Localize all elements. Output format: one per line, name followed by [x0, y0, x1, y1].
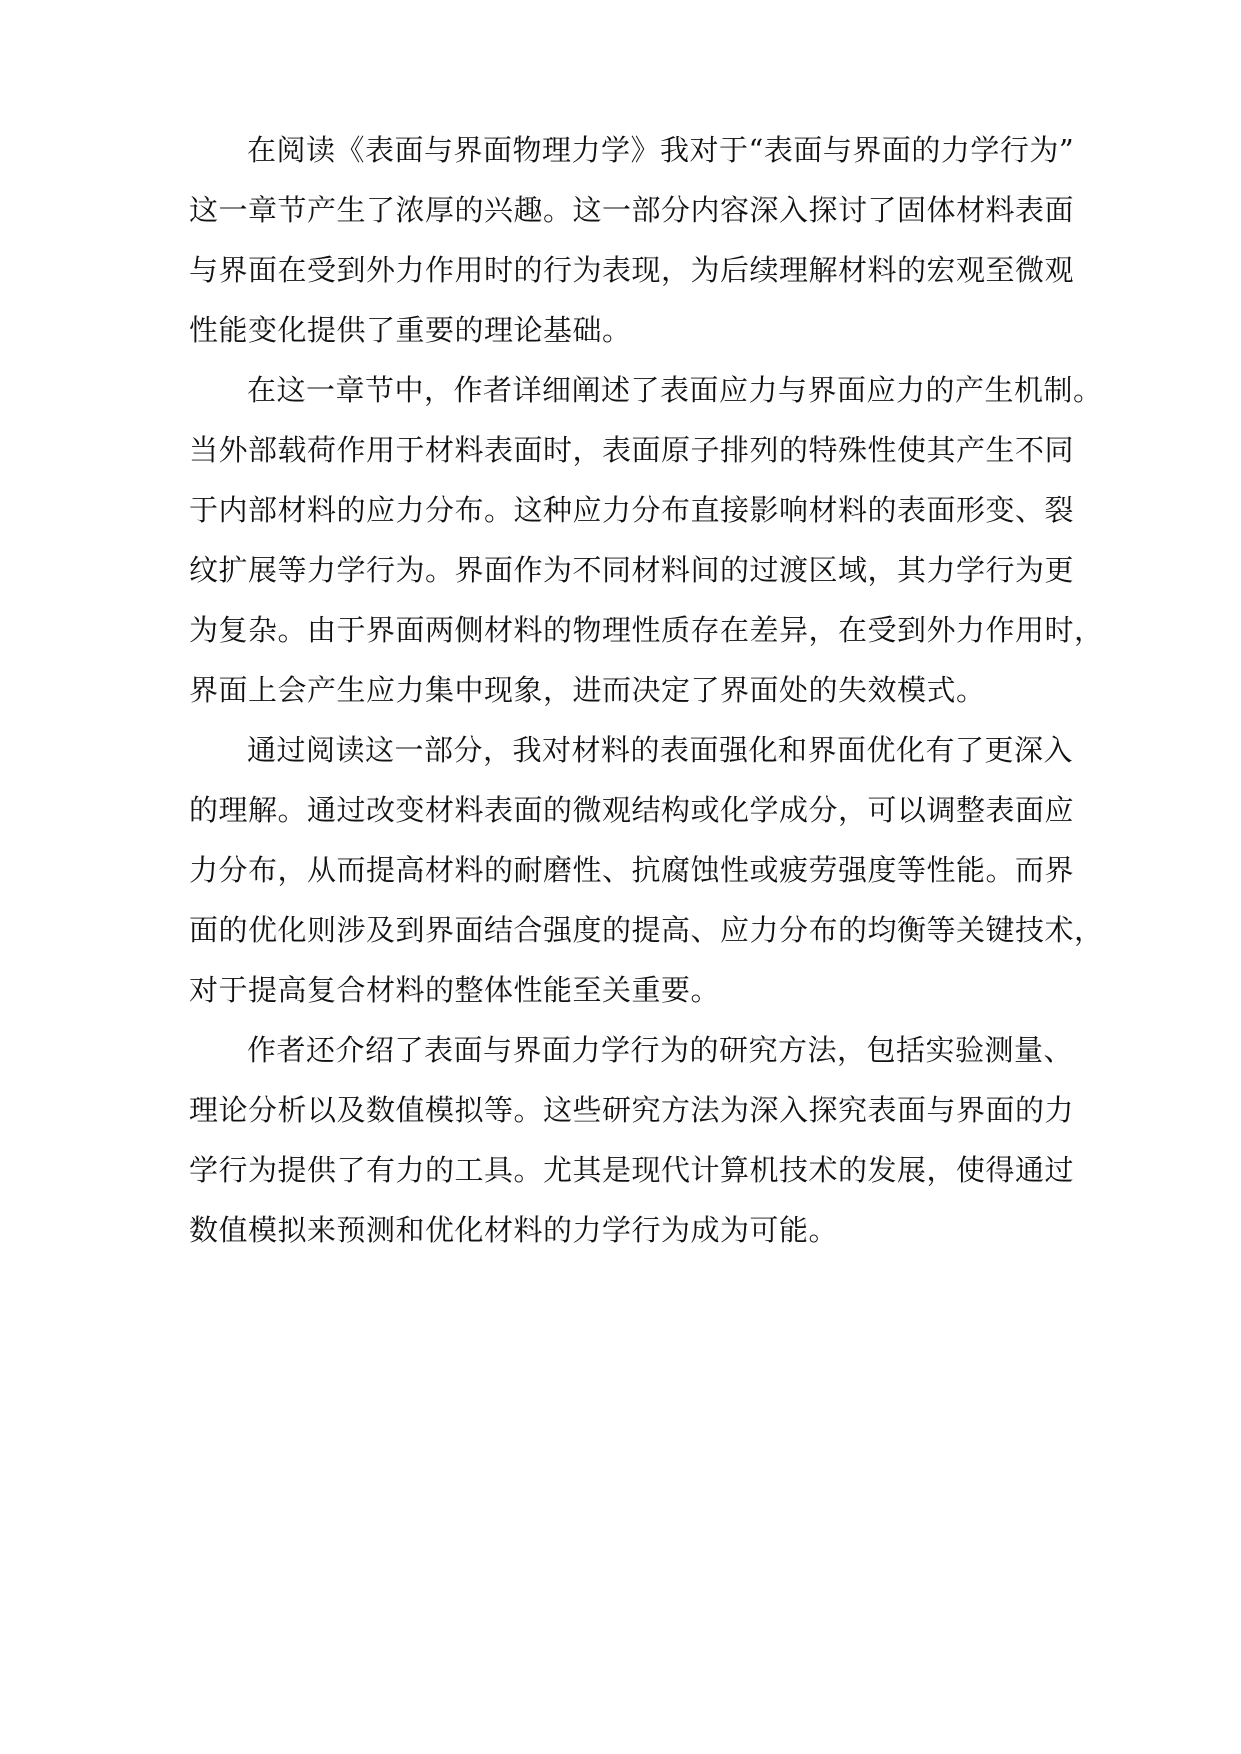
- text-line: 数值模拟来预测和优化材料的力学行为成为可能。: [189, 1213, 839, 1247]
- text-line: 为复杂。由于界面两侧材料的物理性质存在差异，在受到外力作用时，: [189, 613, 1104, 647]
- paragraph-1: [189, 120, 1075, 360]
- text-line: 在阅读《表面与界面物理力学》我对于“表面与界面的力学行为”: [247, 133, 1075, 167]
- text-line: 纹扩展等力学行为。界面作为不同材料间的过渡区域，其力学行为更: [189, 553, 1075, 587]
- paragraph-4: [189, 1020, 1075, 1260]
- text-line: 理论分析以及数值模拟等。这些研究方法为深入探究表面与界面的力: [189, 1093, 1075, 1127]
- text-line: 当外部载荷作用于材料表面时，表面原子排列的特殊性使其产生不同: [189, 433, 1075, 467]
- document-body: [189, 120, 1104, 1260]
- text-line: 性能变化提供了重要的理论基础。: [189, 313, 632, 347]
- text-line: 作者还介绍了表面与界面力学行为的研究方法，包括实验测量、: [247, 1033, 1074, 1067]
- text-line: 于内部材料的应力分布。这种应力分布直接影响材料的表面形变、裂: [189, 493, 1075, 527]
- text-line: 学行为提供了有力的工具。尤其是现代计算机技术的发展，使得通过: [189, 1153, 1075, 1187]
- text-line: 与界面在受到外力作用时的行为表现，为后续理解材料的宏观至微观: [189, 253, 1075, 287]
- text-line: 这一章节产生了浓厚的兴趣。这一部分内容深入探讨了固体材料表面: [189, 193, 1075, 227]
- paragraph-2: [189, 360, 1104, 720]
- text-line: 的理解。通过改变材料表面的微观结构或化学成分，可以调整表面应: [189, 793, 1075, 827]
- paragraph-3: [189, 720, 1104, 1020]
- text-line: 对于提高复合材料的整体性能至关重要。: [189, 973, 721, 1007]
- text-line: 在这一章节中，作者详细阐述了表面应力与界面应力的产生机制。: [247, 373, 1103, 407]
- text-line: 力分布，从而提高材料的耐磨性、抗腐蚀性或疲劳强度等性能。而界: [189, 853, 1075, 887]
- text-line: 界面上会产生应力集中现象，进而决定了界面处的失效模式。: [189, 673, 986, 707]
- text-line: 面的优化则涉及到界面结合强度的提高、应力分布的均衡等关键技术，: [189, 913, 1104, 947]
- text-line: 通过阅读这一部分，我对材料的表面强化和界面优化有了更深入: [247, 733, 1074, 767]
